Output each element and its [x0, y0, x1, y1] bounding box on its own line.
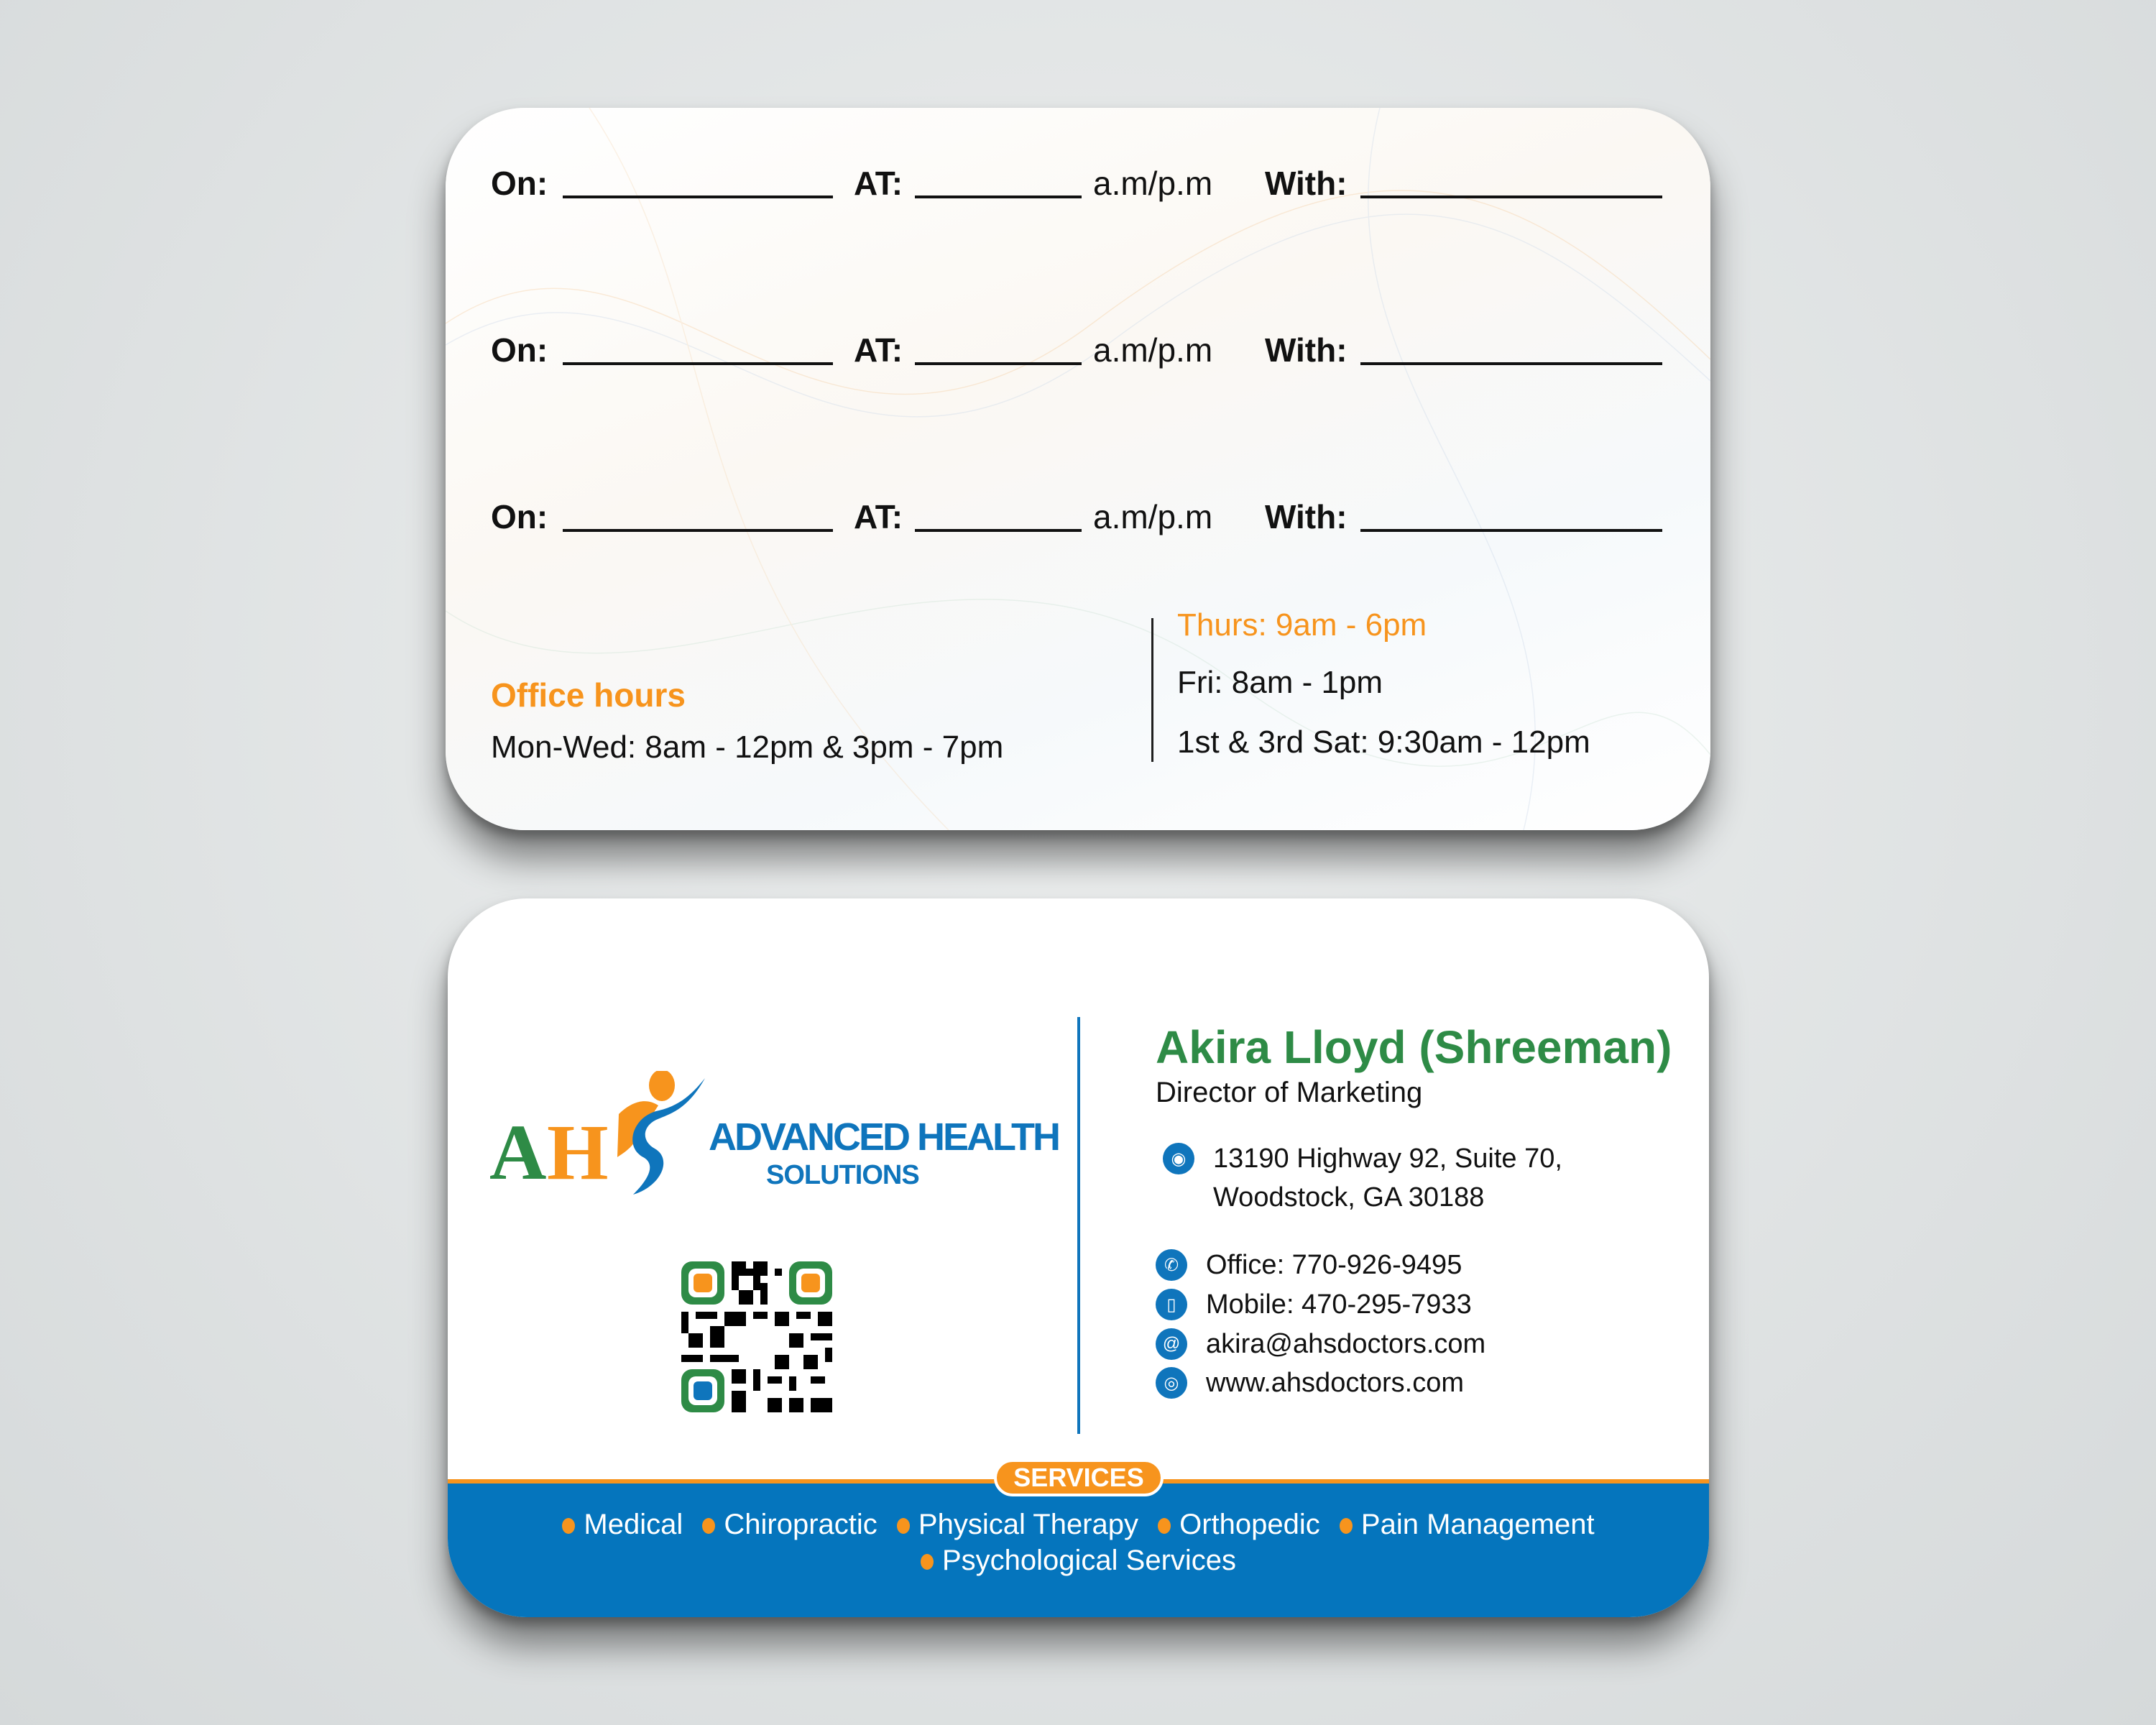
on-label: On: — [491, 498, 548, 535]
with-blank[interactable] — [1360, 196, 1662, 198]
card-front — [446, 108, 1710, 830]
time-blank[interactable] — [915, 362, 1082, 365]
divider — [1077, 1017, 1080, 1434]
divider — [1151, 618, 1153, 762]
address — [1163, 1143, 1562, 1217]
office-phone[interactable] — [1156, 1249, 1462, 1281]
service-item: Psychological Services — [941, 1545, 1237, 1576]
ampm-label: a.m/p.m — [1093, 498, 1213, 535]
svg-text:H: H — [547, 1108, 609, 1196]
website[interactable] — [1156, 1367, 1464, 1399]
services-list — [448, 1508, 1709, 1541]
services-badge: SERVICES — [994, 1459, 1164, 1496]
appointment-row-2 — [491, 325, 1684, 375]
hours-sat: 1st & 3rd Sat: 9:30am - 12pm — [1177, 724, 1590, 760]
date-blank[interactable] — [563, 529, 833, 532]
service-item: Physical Therapy — [918, 1509, 1138, 1540]
address-line1: 13190 Highway 92, Suite 70, — [1213, 1144, 1562, 1174]
mobile-icon: ▯ — [1156, 1289, 1187, 1320]
services-list-line2 — [448, 1544, 1709, 1577]
person-title: Director of Marketing — [1156, 1077, 1423, 1108]
person-name: Akira Lloyd (Shreeman) — [1156, 1021, 1672, 1073]
time-blank[interactable] — [915, 196, 1082, 198]
service-item: Chiropractic — [724, 1509, 877, 1540]
logo-line1: ADVANCED HEALTH — [709, 1116, 1059, 1159]
ampm-label: a.m/p.m — [1093, 331, 1213, 369]
date-blank[interactable] — [563, 196, 833, 198]
office-hours-heading: Office hours — [491, 676, 686, 714]
on-label: On: — [491, 165, 548, 202]
phone-icon: ✆ — [1156, 1249, 1187, 1281]
hours-fri: Fri: 8am - 1pm — [1177, 665, 1383, 700]
email[interactable] — [1156, 1328, 1485, 1360]
mobile-phone[interactable] — [1156, 1289, 1472, 1320]
service-item: Orthopedic — [1179, 1509, 1320, 1540]
hours-mon-wed: Mon-Wed: 8am - 12pm & 3pm - 7pm — [491, 730, 1004, 765]
ampm-label: a.m/p.m — [1093, 165, 1213, 202]
with-label: With: — [1265, 498, 1348, 535]
bullet-icon — [1158, 1518, 1171, 1534]
with-blank[interactable] — [1360, 529, 1662, 532]
with-label: With: — [1265, 165, 1348, 202]
globe-icon: ◎ — [1156, 1367, 1187, 1399]
email-text: akira@ahsdoctors.com — [1206, 1328, 1486, 1359]
at-label: AT: — [854, 165, 903, 202]
time-blank[interactable] — [915, 529, 1082, 532]
with-blank[interactable] — [1360, 362, 1662, 365]
office-phone-text: Office: 770-926-9495 — [1206, 1249, 1462, 1280]
service-item: Pain Management — [1360, 1509, 1595, 1540]
bullet-icon — [921, 1554, 934, 1570]
service-item: Medical — [584, 1509, 683, 1540]
address-line2: Woodstock, GA 30188 — [1213, 1182, 1485, 1213]
bullet-icon — [702, 1518, 715, 1534]
logo-line2: SOLUTIONS — [766, 1160, 919, 1190]
services-band — [448, 1479, 1709, 1617]
with-label: With: — [1265, 331, 1348, 369]
appointment-row-1 — [491, 158, 1684, 208]
hours-thurs: Thurs: 9am - 6pm — [1177, 607, 1427, 643]
bullet-icon — [562, 1518, 575, 1534]
website-text: www.ahsdoctors.com — [1206, 1367, 1465, 1398]
svg-text:A: A — [489, 1108, 547, 1196]
at-label: AT: — [854, 498, 903, 535]
wave-background — [446, 108, 1710, 830]
company-logo — [489, 1071, 1059, 1200]
at-label: AT: — [854, 331, 903, 369]
on-label: On: — [491, 331, 548, 369]
location-pin-icon: ◉ — [1163, 1143, 1194, 1174]
email-icon: @ — [1156, 1328, 1187, 1360]
bullet-icon — [897, 1518, 910, 1534]
appointment-row-3 — [491, 492, 1684, 542]
date-blank[interactable] — [563, 362, 833, 365]
ahs-logo-mark — [489, 1071, 705, 1200]
qr-code[interactable] — [681, 1261, 832, 1412]
mobile-phone-text: Mobile: 470-295-7933 — [1206, 1289, 1472, 1320]
card-back — [448, 898, 1709, 1617]
bullet-icon — [1340, 1518, 1353, 1534]
